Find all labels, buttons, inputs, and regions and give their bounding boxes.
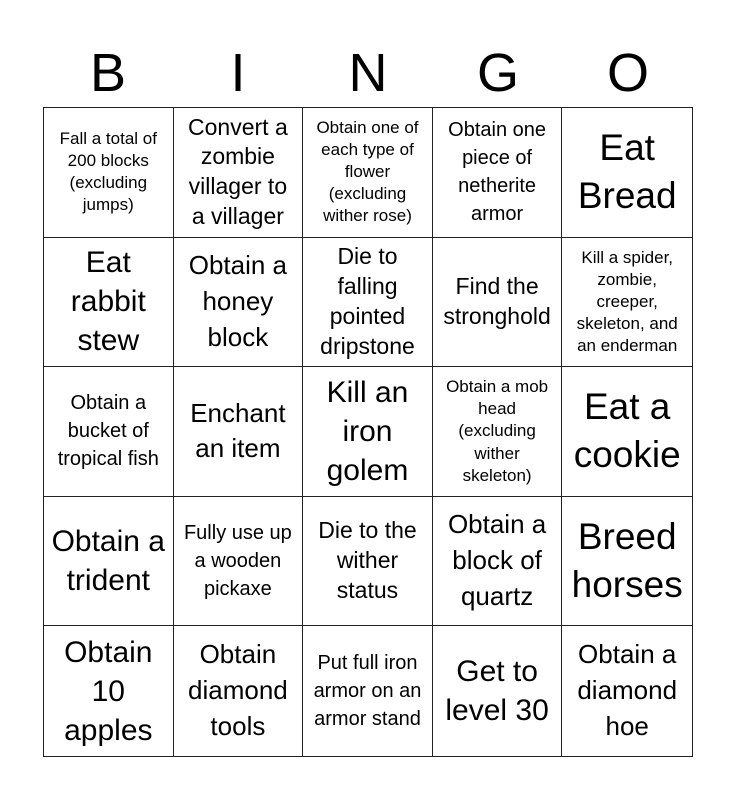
cell-text: Kill an iron golem [326,375,409,487]
bingo-cell-r5c4[interactable] [433,626,563,756]
cell-text: Enchant an item [190,397,286,464]
bingo-cell-r2c2[interactable] [174,238,304,368]
cell-text: Eat rabbit stew [70,246,146,358]
cell-text: Obtain 10 apples [64,635,153,747]
bingo-cell-r1c4[interactable] [433,108,563,238]
cell-text: Breed horses [571,516,683,606]
cell-text: Obtain a trident [51,525,165,598]
bingo-cell-r1c2[interactable] [174,108,304,238]
header-letter-n: N [348,43,388,103]
bingo-cell-r5c5[interactable] [562,626,692,756]
bingo-cell-r1c3[interactable] [303,108,433,238]
header-letter-i: I [230,43,246,103]
bingo-cell-r3c1[interactable] [44,367,174,497]
header-letter-b: B [89,43,127,103]
bingo-cell-r2c1[interactable] [44,238,174,368]
bingo-cell-r4c1[interactable] [44,497,174,627]
cell-text: Fully use up a wooden pickaxe [183,522,292,601]
bingo-cell-r4c3[interactable] [303,497,433,627]
cell-text: Obtain a mob head (excluding wither skeleton) [446,377,549,485]
header-letter-o: O [606,43,649,103]
bingo-cell-r2c4[interactable] [433,238,563,368]
bingo-cell-r2c3[interactable] [303,238,433,368]
cell-text: Eat a cookie [573,386,681,476]
bingo-cell-r5c1[interactable] [44,626,174,756]
cell-text: Put full iron armor on an armor stand [313,652,422,731]
bingo-cell-r5c2[interactable] [174,626,304,756]
bingo-cell-r3c2[interactable] [174,367,304,497]
cell-text: Obtain one of each type of flower (excluding wither rose) [316,118,419,226]
cell-text: Die to the wither status [318,517,417,604]
cell-text: Die to falling pointed dripstone [320,243,415,359]
cell-text: Obtain a diamond hoe [577,639,678,742]
bingo-cell-r3c5[interactable] [562,367,692,497]
bingo-cell-r3c3[interactable] [303,367,433,497]
bingo-board [43,107,693,757]
cell-text: Obtain a block of quartz [447,509,547,612]
cell-text: Obtain a honey block [188,250,288,352]
bingo-cell-r4c4[interactable] [433,497,563,627]
cell-text: Convert a zombie villager to a villager [188,113,288,230]
header-letter-g: G [476,43,519,103]
bingo-cell-r1c5[interactable] [562,108,692,238]
cell-text: Obtain one piece of netherite armor [448,119,547,226]
bingo-cell-r2c5[interactable] [562,238,692,368]
cell-text: Eat Bread [577,127,677,217]
bingo-cell-r1c1[interactable] [44,108,174,238]
cell-text: Fall a total of 200 blocks (excluding jumps) [59,129,157,215]
bingo-cell-r4c2[interactable] [174,497,304,627]
bingo-header [43,40,693,106]
cell-text: Obtain diamond tools [188,639,288,742]
cell-text: Find the stronghold [443,273,551,329]
cell-text: Kill a spider, zombie, creeper, skeleton, and an enderman [576,247,678,356]
bingo-cell-r4c5[interactable] [562,497,692,627]
cell-text: Obtain a bucket of tropical fish [57,392,159,471]
cell-text: Get to level 30 [445,655,549,728]
bingo-cell-r5c3[interactable] [303,626,433,756]
bingo-cell-r3c4[interactable] [433,367,563,497]
